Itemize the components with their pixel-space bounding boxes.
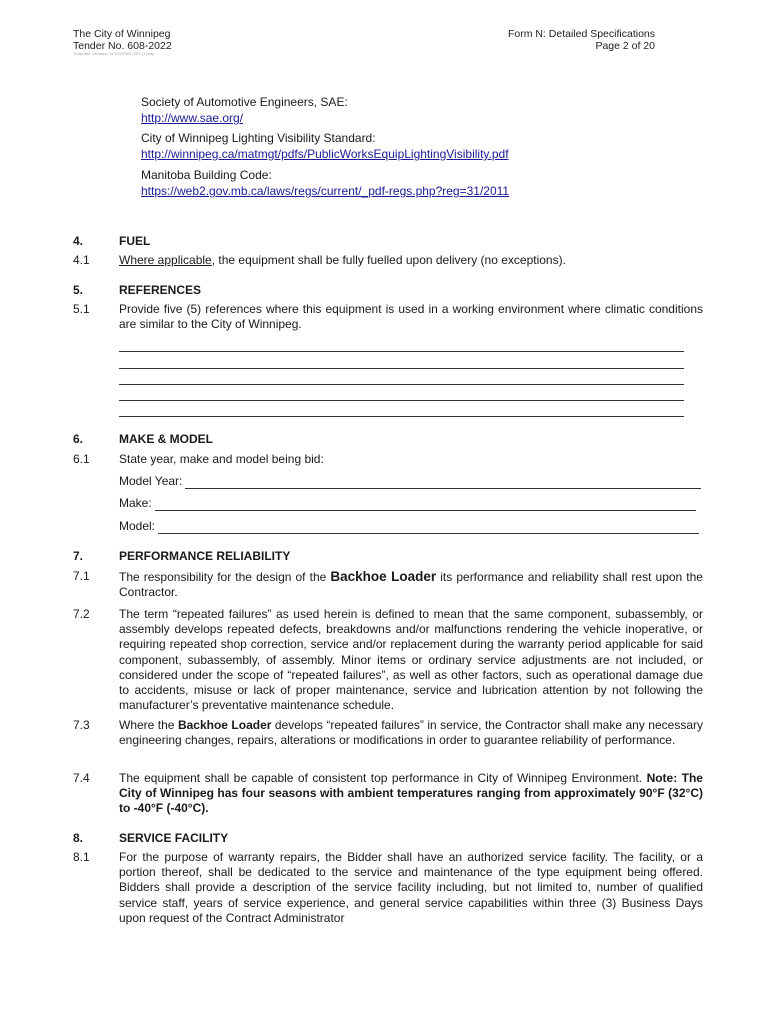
section-number: 6.	[73, 432, 84, 446]
clause-number: 6.1	[73, 452, 90, 466]
field-line[interactable]	[155, 499, 696, 511]
clause-text: For the purpose of warranty repairs, the Bidder shall have an authorized service facility. The facility, or a portion thereof, shall be dedicated to the service and maintenance of the type equipment being offered. Bidders shall provide a description of the service facility including, but not limited to, number of qualified service staff, years of service experience, and general service capabilities within three (3) Business Days upon request of the Contract Administrator	[119, 850, 703, 925]
header-left	[73, 28, 172, 52]
ref-link[interactable]: https://web2.gov.mb.ca/laws/regs/current/_pdf-regs.php?reg=31/2011	[141, 184, 510, 198]
reference-entry-line[interactable]	[119, 400, 684, 401]
clause-number: 7.1	[73, 569, 90, 583]
org-name: The City of Winnipeg	[73, 28, 171, 40]
field-label: Make:	[119, 496, 152, 510]
section-title: FUEL	[119, 234, 151, 248]
field-line[interactable]	[158, 522, 699, 534]
clause-text: Where the Backhoe Loader develops “repeated failures” in service, the Contractor shall make any necessary engineering changes, repairs, alterations or modifications in order to guarantee reliability of performance.	[119, 718, 703, 748]
ref-building-code	[141, 167, 661, 199]
reference-entry-line[interactable]	[119, 416, 684, 417]
reference-entry-line[interactable]	[119, 384, 684, 385]
section-title: REFERENCES	[119, 283, 202, 297]
clause-number: 7.4	[73, 771, 90, 785]
ref-lighting	[141, 130, 661, 162]
section-number: 7.	[73, 549, 84, 563]
ref-link[interactable]: http://winnipeg.ca/matmgt/pdfs/PublicWorksEquipLightingVisibility.pdf	[141, 147, 509, 161]
ref-title: Manitoba Building Code:	[141, 168, 272, 182]
make-field[interactable]	[119, 496, 696, 511]
header-right	[508, 28, 655, 52]
form-title: Form N: Detailed Specifications	[507, 28, 655, 40]
model-field[interactable]	[119, 519, 699, 534]
reference-entry-line[interactable]	[119, 351, 684, 352]
clause-number: 7.3	[73, 718, 90, 732]
ref-title: Society of Automotive Engineers, SAE:	[141, 95, 348, 109]
tender-number: Tender No. 608-2022	[73, 40, 172, 52]
field-label: Model:	[119, 519, 156, 533]
section-number: 8.	[73, 831, 84, 845]
reference-entry-line[interactable]	[119, 368, 684, 369]
ref-link[interactable]: http://www.sae.org/	[141, 111, 244, 125]
section-number: 5.	[73, 283, 84, 297]
clause-number: 7.2	[73, 607, 90, 621]
ref-title: City of Winnipeg Lighting Visibility Standard:	[141, 131, 376, 145]
section-title: MAKE & MODEL	[119, 432, 213, 446]
clause-text: Provide five (5) references where this equipment is used in a working environment where climatic conditions are similar to the City of Winnipeg.	[119, 302, 703, 332]
clause-text: State year, make and model being bid:	[119, 452, 324, 466]
clause-text: The equipment shall be capable of consistent top performance in City of Winnipeg Environment. Note: The City of Winnipeg has four seasons with ambient temperatures ranging from approximately 90°F (32°C) to -40°F (-40°C).	[119, 771, 703, 816]
field-line[interactable]	[185, 477, 701, 489]
clause-number: 8.1	[73, 850, 90, 864]
clause-text: The term “repeated failures” as used herein is defined to mean that the same component, subassembly, or assembly develops repeated defects, breakdowns and/or malfunctions rendering the vehicle inoperative, or requiring repeated shop correction, service and/or replacement during the warranty period applicable for said component, subassembly, of assembly. Minor items or ordinary service adjustments are not included, or considered under the scope of “repeated failures”, as well as other factors, such as operational damage due to accidents, misuse or lack of proper maintenance, service and lubrication attention by not following the manufacturer’s preventative maintenance schedule.	[119, 607, 703, 713]
clause-number: 4.1	[73, 253, 90, 267]
section-number: 4.	[73, 234, 84, 248]
section-title: SERVICE FACILITY	[119, 831, 229, 845]
clause-number: 5.1	[73, 302, 90, 316]
clause-text: Where applicable, the equipment shall be fully fuelled upon delivery (no exceptions).	[119, 253, 566, 267]
section-title: PERFORMANCE RELIABILITY	[119, 549, 291, 563]
model-year-field[interactable]	[119, 474, 701, 489]
page-number: Page 2 of 20	[595, 40, 655, 52]
ref-sae	[141, 94, 661, 126]
template-version: Template Version: eC2020301-257 (1)sap	[73, 51, 155, 56]
clause-text: The responsibility for the design of the Backhoe Loader its performance and reliability shall rest upon the Contractor.	[119, 569, 703, 600]
field-label: Model Year:	[119, 474, 183, 488]
